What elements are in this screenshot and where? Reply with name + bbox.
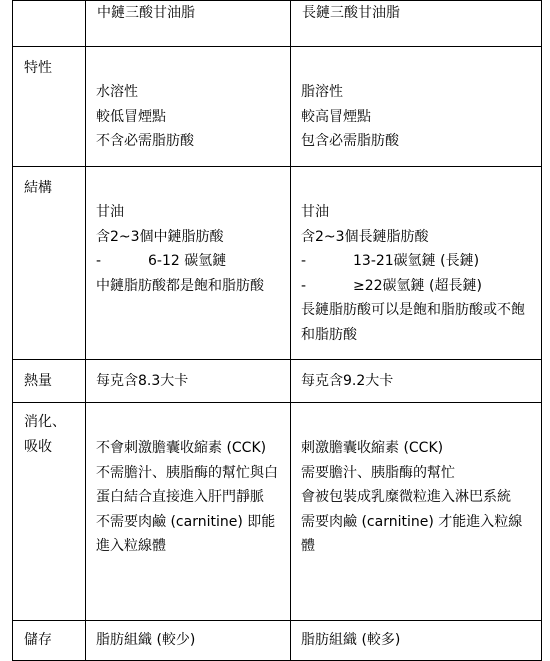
lct-digestion-chylomicron: 會被包裝成乳糜微粒進入淋巴系統 — [301, 489, 511, 505]
header-lct-label: 長鏈三酸甘油脂 — [302, 5, 400, 21]
mct-digestion-bile: 不需膽汁、胰脂酶的幫忙與白蛋白結合直接進入肝門靜脈 — [96, 464, 278, 505]
lct-storage: 脂肪組織 (較多) — [301, 632, 401, 649]
mct-property-2: 較低冒煙點 — [96, 108, 166, 125]
mct-structure-bullet — [96, 249, 284, 274]
row-label-cell — [13, 360, 86, 403]
lct-properties-cell — [291, 47, 542, 167]
table-row-digestion — [13, 403, 542, 621]
row-label: 特性 — [24, 60, 52, 76]
mct-digestion-cck: 不會刺激膽囊收縮素 (CCK) — [96, 440, 267, 456]
bullet-dash: - — [96, 253, 102, 269]
row-label-cell — [13, 621, 86, 661]
mct-storage: 脂肪組織 (較少) — [96, 632, 196, 649]
lct-structure-cell — [291, 167, 542, 360]
row-label: 熱量 — [24, 372, 52, 389]
mct-structure-glycerol: 甘油 — [96, 204, 124, 220]
lct-property-2: 較高冒煙點 — [301, 108, 371, 125]
row-label-cell — [13, 47, 86, 167]
header-mct — [86, 1, 291, 47]
bullet-text: 13-21碳氫鏈 (長鏈) — [353, 253, 480, 269]
bullet-text: ≥22碳氫鏈 (超長鏈) — [353, 277, 482, 294]
lct-calories-cell — [291, 360, 542, 403]
mct-structure-chains: 含2~3個中鏈脂肪酸 — [96, 228, 224, 245]
row-label-line-2: 吸收 — [24, 438, 52, 455]
lct-digestion-cck: 刺激膽囊收縮素 (CCK) — [301, 440, 444, 456]
lct-structure-bullet-2 — [301, 274, 535, 299]
comparison-table — [12, 0, 542, 661]
header-mct-label: 中鏈三酸甘油脂 — [97, 5, 195, 21]
row-label-cell — [13, 403, 86, 621]
mct-storage-cell — [86, 621, 291, 661]
table-row-storage — [13, 621, 542, 661]
mct-property-1: 水溶性 — [96, 84, 138, 100]
mct-calories: 每克含8.3大卡 — [96, 372, 189, 389]
header-lct — [291, 1, 542, 47]
bullet-dash: - — [301, 277, 307, 294]
table-row-structure — [13, 167, 542, 360]
mct-properties-cell — [86, 47, 291, 167]
lct-calories: 每克含9.2大卡 — [301, 372, 394, 389]
mct-property-3: 不含必需脂肪酸 — [96, 133, 194, 149]
header-empty-cell — [13, 1, 86, 47]
mct-structure-saturation: 中鏈脂肪酸都是飽和脂肪酸 — [96, 277, 264, 294]
lct-structure-chains: 含2~3個長鏈脂肪酸 — [301, 228, 429, 245]
lct-structure-glycerol: 甘油 — [301, 204, 329, 220]
lct-structure-bullet-1 — [301, 249, 535, 274]
mct-structure-cell — [86, 167, 291, 360]
row-label: 結構 — [24, 180, 52, 196]
table-row-calories — [13, 360, 542, 403]
lct-digestion-bile: 需要膽汁、胰脂酶的幫忙 — [301, 464, 455, 481]
lct-structure-saturation: 長鏈脂肪酸可以是飽和脂肪酸或不飽和脂肪酸 — [301, 302, 525, 343]
mct-digestion-carnitine: 不需要肉鹼 (carnitine) 即能進入粒線體 — [96, 513, 276, 554]
bullet-text: 6-12 碳氫鏈 — [148, 253, 227, 269]
lct-property-1: 脂溶性 — [301, 84, 343, 100]
table-header-row — [13, 1, 542, 47]
mct-calories-cell — [86, 360, 291, 403]
lct-digestion-cell — [291, 403, 542, 621]
row-label: 儲存 — [24, 632, 52, 649]
lct-storage-cell — [291, 621, 542, 661]
mct-digestion-cell — [86, 403, 291, 621]
row-label-cell — [13, 167, 86, 360]
bullet-dash: - — [301, 253, 307, 269]
row-label-line-1: 消化、 — [24, 414, 66, 430]
lct-digestion-carnitine: 需要肉鹼 (carnitine) 才能進入粒線體 — [301, 513, 523, 554]
table-row-properties — [13, 47, 542, 167]
lct-property-3: 包含必需脂肪酸 — [301, 133, 399, 149]
